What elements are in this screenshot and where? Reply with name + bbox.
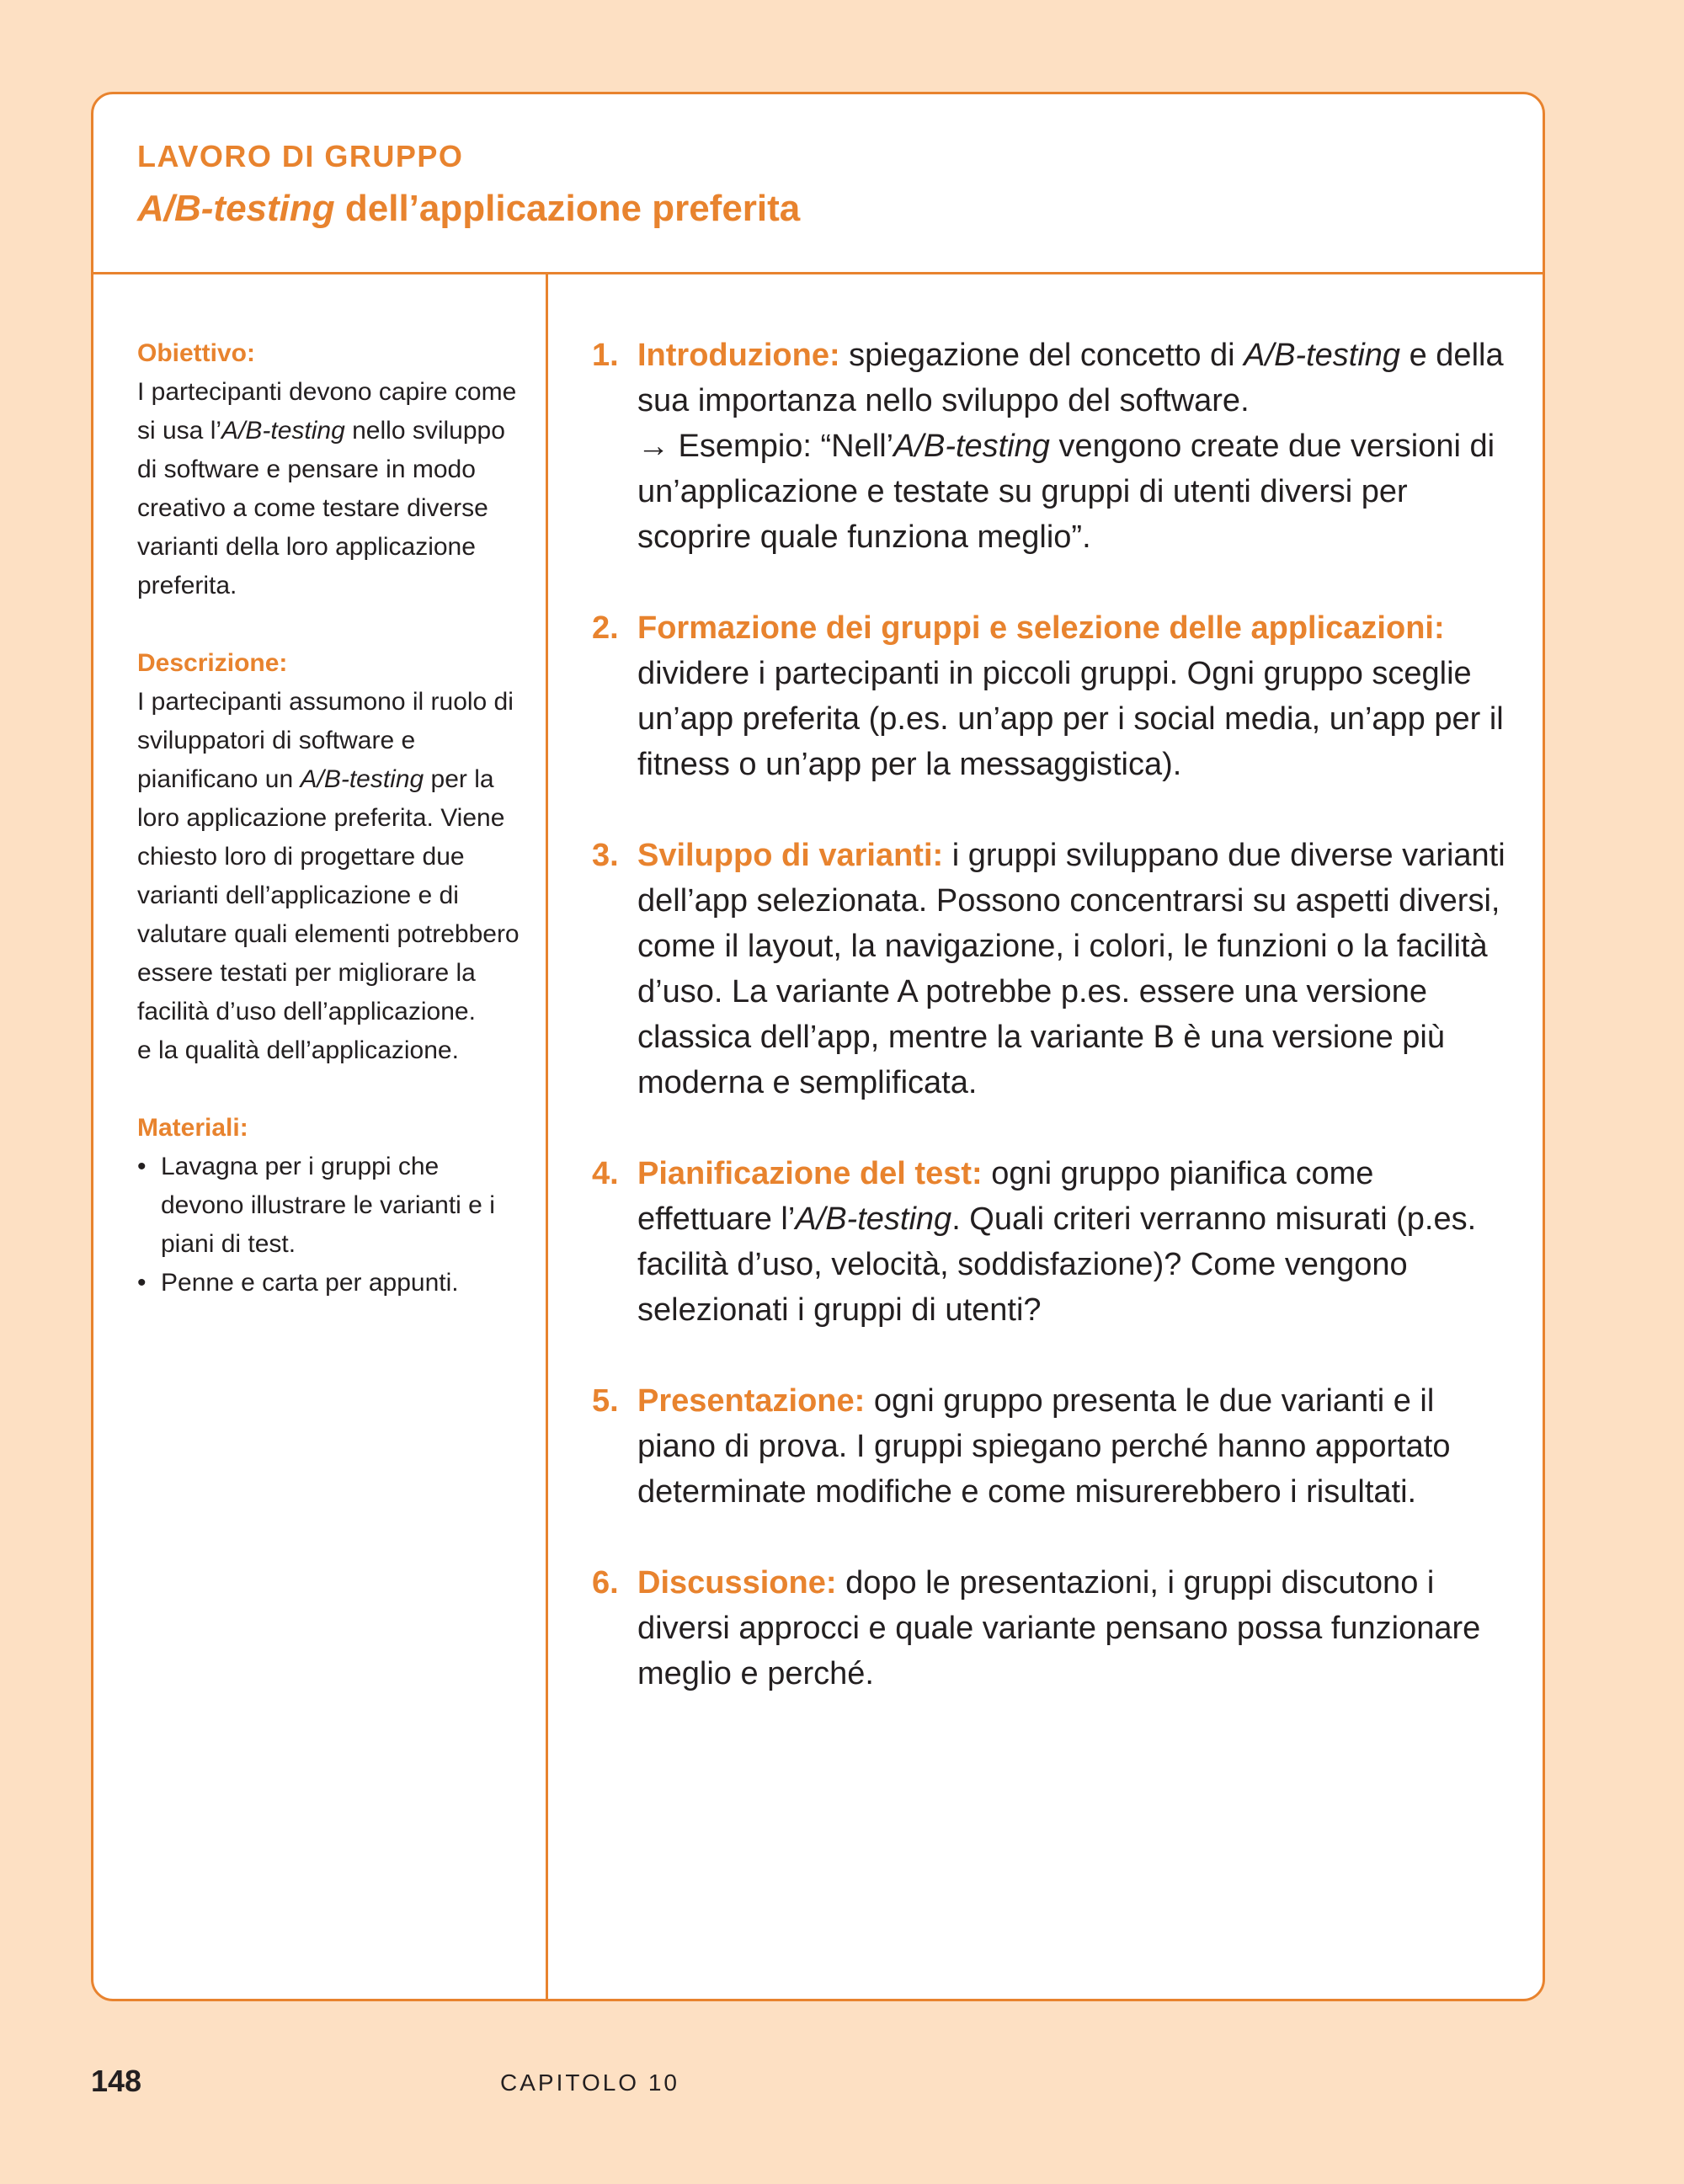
objective-heading: Obiettivo: [137,339,255,367]
step-number: 1. [592,338,619,373]
description-text: I partecipanti assumono il ruolo di sviluppatori di software e pianificano un A/B-testing per la loro applicazione preferita. Viene chiesto loro di progettare due varianti dell’applicazione e di valutare quali elementi potrebbero essere testati per migliorare la facilità d’uso dell’applicazione. e la qualità dell’applicazione. [137,688,520,1064]
step-sviluppo-varianti: 3. Sviluppo di varianti: i gruppi sviluppano due diverse varianti dell’app selezionata. Possono concentrarsi su aspetti diversi, come il layout, la navigazione, i colori, le funzioni o la facilità d’uso. La variante A potrebbe p.es. essere una versione classica dell’app, mentre la variante B è una versione più moderna e semplificata. [592,833,1510,1105]
step-discussione: 6. Discussione: dopo le presentazioni, i gruppi discutono i diversi approcci e quale variante pensano possa funzionare meglio e perché. [592,1560,1510,1697]
title-italic: A/B-testing [137,188,335,229]
step-heading: Discussione: [637,1565,837,1601]
column-divider [546,274,548,2001]
step-heading: Presentazione: [637,1383,866,1419]
step-number: 5. [592,1383,619,1419]
step-number: 2. [592,610,619,646]
step-heading: Introduzione: [637,338,840,373]
step-number: 3. [592,838,619,873]
step-formazione-gruppi: 2. Formazione dei gruppi e selezione delle applicazioni: dividere i partecipanti in piccoli gruppi. Ogni gruppo sceglie un’app preferita (p.es. un’app per i social media, un’app per il fitness o un’app per la messaggistica). [592,605,1510,787]
sidebar [137,334,525,1302]
card-header [93,94,1543,274]
step-heading: Formazione dei gruppi e selezione delle applicazioni: [637,610,1445,646]
materials-heading: Materiali: [137,1114,248,1142]
section-label: LAVORO DI GRUPPO [137,139,464,173]
step-heading: Sviluppo di varianti: [637,838,944,873]
step-heading: Pianificazione del test: [637,1156,983,1191]
list-item: • Lavagna per i gruppi che devono illustrare le varianti e i piani di test. [137,1148,525,1264]
title-rest: dell’applicazione preferita [334,188,801,229]
step-pianificazione-test: 4. Pianificazione del test: ogni gruppo pianifica come effettuare l’A/B-testing. Quali criteri verranno misurati (p.es. facilità d’uso, velocità, soddisfazione)? Come vengono selezionati i gruppi di utenti? [592,1151,1510,1333]
step-introduzione: 1. Introduzione: spiegazione del concetto di A/B-testing e della sua importanza nello sviluppo del software. → Esempio: “Nell’A/B-testing vengono create due versioni di un’applicazione e testate su gruppi di utenti diversi per scoprire quale funziona meglio”. [592,333,1510,560]
step-number: 6. [592,1565,619,1601]
objective-text: I partecipanti devono capire come si usa l’A/B-testing nello sviluppo di software e pensare in modo creativo a come testare diverse varianti della loro applicazione preferita. [137,378,517,599]
step-number: 4. [592,1156,619,1191]
list-item: • Penne e carta per appunti. [137,1264,525,1302]
activity-card [91,92,1545,2001]
materials-list [137,1148,525,1302]
page-title [137,189,800,229]
steps-list [592,333,1510,1742]
description-heading: Descrizione: [137,649,288,677]
page-number: 148 [91,2064,142,2098]
description-extra: e la qualità dell’applicazione. [137,1036,459,1064]
step-presentazione: 5. Presentazione: ogni gruppo presenta le due varianti e il piano di prova. I gruppi spiegano perché hanno apportato determinate modifiche e come misurerebbero i risultati. [592,1378,1510,1515]
chapter-label: CAPITOLO 10 [500,2069,680,2096]
